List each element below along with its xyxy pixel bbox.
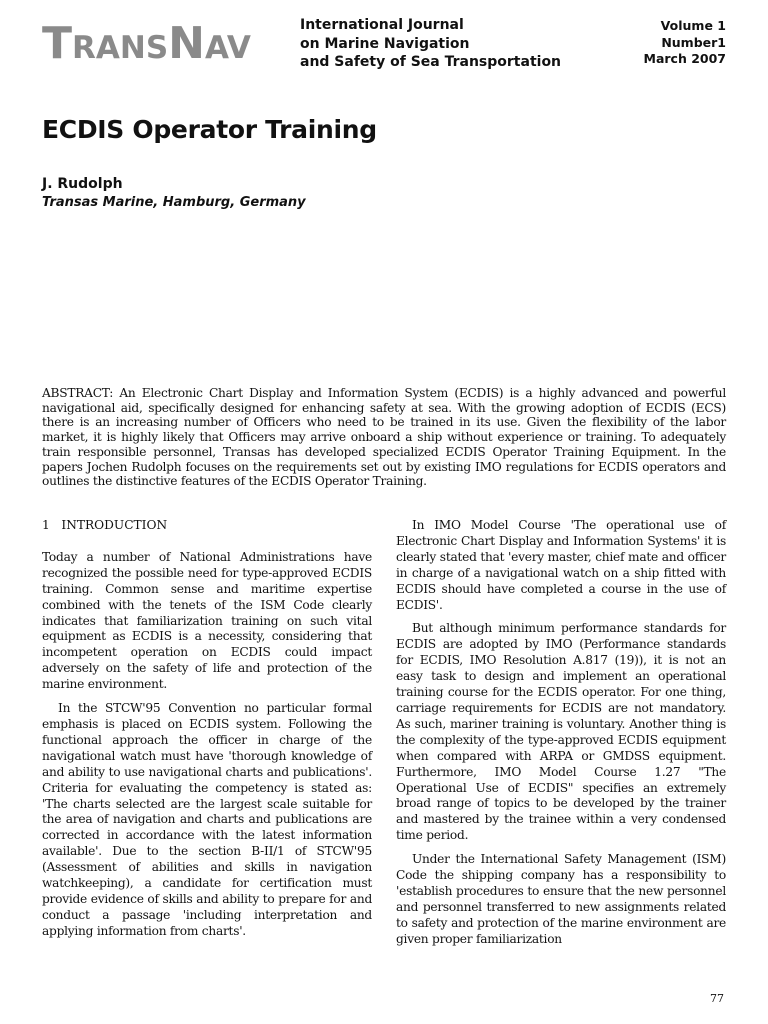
date-label: March 2007 xyxy=(643,51,726,66)
volume-label: Volume 1 xyxy=(660,18,726,33)
author-name: J. Rudolph xyxy=(42,176,123,192)
journal-name xyxy=(300,16,561,72)
issue-info xyxy=(644,18,727,68)
author-affiliation: Transas Marine, Hamburg, Germany xyxy=(42,195,306,210)
number-label: Number1 xyxy=(661,34,726,50)
paragraph: Under the International Safety Management (ISM) Code the shipping company has a responsibility to 'establish procedures to ensure that the new personnel and personnel transferred to new assignments related to safety and protection of the marine environment are given proper familiarization xyxy=(396,852,726,946)
paragraph: Today a number of National Administrations have recognized the possible need for type-approved ECDIS training. Common sense and maritime expertise combined with the tenets of the ISM Code clearly indicates that familiarization training on such vital equipment as ECDIS is a necessity, considering that incompetent operation on ECDIS could impact adversely on the safety of life and protection of the marine environment. xyxy=(42,549,372,692)
section-heading-introduction: 1 INTRODUCTION xyxy=(42,518,168,532)
page-number: 77 xyxy=(710,992,724,1005)
abstract: ABSTRACT: An Electronic Chart Display and Information System (ECDIS) is a highly advanced and powerful navigational aid, specifically designed for enhancing safety at sea. With the growing adoption of ECDIS (ECS) there is an increasing number of Officers who need to be trained in its use. Given the flexibility of the labor market, it is highly likely that Officers may arrive onboard a ship without experience or training. To adequately train responsible personnel, Transas has developed specialized ECDIS Operator Training Equipment. In the papers Jochen Rudolph focuses on the requirements set out by existing IMO regulations for ECDIS operators and outlines the distinctive features of the ECDIS Operator Training. xyxy=(42,386,726,489)
right-column xyxy=(396,518,726,956)
left-column xyxy=(42,518,372,948)
logo-rest-av: AV xyxy=(204,30,251,66)
journal-name-line-2: on Marine Navigation xyxy=(300,35,470,52)
paragraph: In the STCW'95 Convention no particular formal emphasis is placed on ECDIS system. Following the functional approach the officer in charge of the navigational watch must have 'thorough knowledge of and ability to use navigational charts and publications'. Criteria for evaluating the competency is stated as: 'The charts selected are the largest scale suitable for the area of navigation and charts and publications are corrected in accordance with the latest information available'. Due to the section B-II/1 of STCW'95 (Assessment of abilities and skills in navigation watchkeeping), a candidate for certification must provide evidence of skills and ability to prepare for and conduct a passage 'including interpretation and applying information from charts'. xyxy=(42,701,372,938)
paragraph: But although minimum performance standards for ECDIS are adopted by IMO (Performance standards for ECDIS, IMO Resolution A.817 (19)), it is not an easy task to design and implement an operational training course for the ECDIS operator. For one thing, carriage requirements for ECDIS are not mandatory. As such, mariner training is voluntary. Another thing is the complexity of the type-approved ECDIS equipment when compared with ARPA or GMDSS equipment. Furthermore, IMO Model Course 1.27 "The Operational Use of ECDIS" specifies an extremely broad range of topics to be developed by the trainer and mastered by the trainee within a very condensed time period. xyxy=(396,621,726,843)
journal-name-line-1: International Journal xyxy=(300,17,464,33)
logo-initial-n: N xyxy=(168,18,205,69)
logo-rest-rans: RANS xyxy=(72,30,169,66)
article-title: ECDIS Operator Training xyxy=(42,115,377,144)
logo-initial-t: T xyxy=(42,18,73,69)
journal-logo xyxy=(42,18,251,69)
paragraph: In IMO Model Course 'The operational use of Electronic Chart Display and Information Systems' it is clearly stated that 'every master, chief mate and officer in charge of a navigational watch on a ship fitted with ECDIS should have completed a course in the use of ECDIS'. xyxy=(396,518,726,612)
journal-name-line-3: and Safety of Sea Transportation xyxy=(300,54,562,70)
